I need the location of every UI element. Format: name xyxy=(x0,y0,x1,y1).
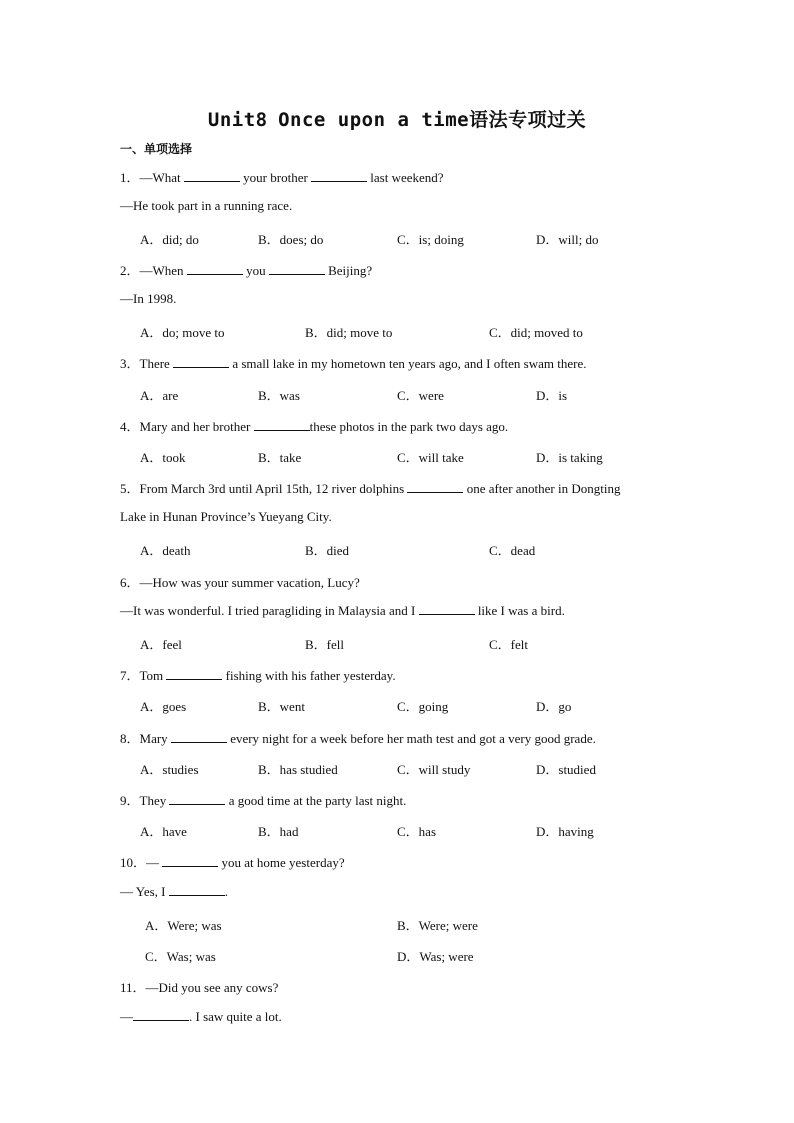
question-text: — xyxy=(146,855,163,870)
question-text: From March 3rd until April 15th, 12 river dolphins xyxy=(139,481,408,496)
question-3 xyxy=(120,353,586,372)
page-title xyxy=(0,105,794,132)
question-text: Beijing? xyxy=(324,263,373,278)
question-number: 3． xyxy=(120,356,140,371)
question-7 xyxy=(120,665,396,684)
option-c[interactable]: C．did; moved to xyxy=(489,325,583,340)
option-b[interactable]: B．was xyxy=(258,388,300,403)
question-number: 1． xyxy=(120,170,140,185)
question-text: — Yes, I xyxy=(120,884,169,899)
question-number: 5． xyxy=(120,481,140,496)
question-number: 2． xyxy=(120,263,140,278)
answer-blank[interactable] xyxy=(169,884,225,896)
option-b[interactable]: B．Were; were xyxy=(397,918,478,933)
question-text: your brother xyxy=(239,170,312,185)
question-text: There xyxy=(139,356,174,371)
question-text: —Did you see any cows? xyxy=(145,980,279,995)
option-d[interactable]: D．will; do xyxy=(536,232,599,247)
answer-blank[interactable] xyxy=(407,481,463,493)
answer-blank[interactable] xyxy=(254,419,310,431)
question-text: Tom xyxy=(139,668,167,683)
title-topic: Once upon a time xyxy=(278,109,470,131)
option-b[interactable]: B．had xyxy=(258,824,299,839)
option-b[interactable]: B．died xyxy=(305,543,350,558)
question-text: —When xyxy=(139,263,187,278)
question-number: 7． xyxy=(120,668,140,683)
option-c[interactable]: C．were xyxy=(397,388,444,403)
answer-blank[interactable] xyxy=(171,731,227,743)
option-c[interactable]: C．going xyxy=(397,699,449,714)
question-text: . xyxy=(224,884,229,899)
answer-blank[interactable] xyxy=(173,356,229,368)
option-d[interactable]: D．go xyxy=(536,699,572,714)
question-1-reply: —He took part in a running race. xyxy=(120,198,293,213)
question-8 xyxy=(120,728,596,747)
question-number: 4． xyxy=(120,419,140,434)
question-text: a good time at the party last night. xyxy=(225,793,407,808)
question-2-reply: —In 1998. xyxy=(120,291,177,306)
question-11 xyxy=(120,977,278,996)
question-4 xyxy=(120,416,508,435)
option-c[interactable]: C．dead xyxy=(489,543,536,558)
question-text: like I was a bird. xyxy=(474,603,565,618)
question-text: a small lake in my hometown ten years ago, and I often swam there. xyxy=(229,356,587,371)
question-text: . I saw quite a lot. xyxy=(189,1009,282,1024)
question-text: fishing with his father yesterday. xyxy=(222,668,396,683)
option-a[interactable]: A．took xyxy=(140,450,186,465)
question-number: 9． xyxy=(120,793,140,808)
question-1 xyxy=(120,167,444,186)
answer-blank[interactable] xyxy=(166,668,222,680)
option-a[interactable]: A．studies xyxy=(140,762,199,777)
question-5 xyxy=(120,478,620,497)
option-c[interactable]: C．is; doing xyxy=(397,232,464,247)
option-d[interactable]: D．is xyxy=(536,388,568,403)
question-5-continued: Lake in Hunan Province’s Yueyang City. xyxy=(120,509,332,524)
option-b[interactable]: B．fell xyxy=(305,637,344,652)
answer-blank[interactable] xyxy=(311,170,367,182)
option-a[interactable]: A．have xyxy=(140,824,187,839)
option-b[interactable]: B．went xyxy=(258,699,305,714)
question-6-reply xyxy=(120,603,565,619)
question-10-reply xyxy=(120,884,228,900)
option-a[interactable]: A．goes xyxy=(140,699,187,714)
answer-blank[interactable] xyxy=(184,170,240,182)
option-c[interactable]: C．Was; was xyxy=(145,949,216,964)
question-number: 6． xyxy=(120,575,140,590)
question-number: 8． xyxy=(120,731,140,746)
question-text: —It was wonderful. I tried paragliding in Malaysia and I xyxy=(120,603,419,618)
question-text: —How was your summer vacation, Lucy? xyxy=(139,575,360,590)
option-d[interactable]: D．studied xyxy=(536,762,596,777)
question-number: 11． xyxy=(120,980,146,995)
question-2 xyxy=(120,260,372,279)
option-b[interactable]: B．did; move to xyxy=(305,325,393,340)
section-heading: 一、单项选择 xyxy=(120,142,193,156)
option-c[interactable]: C．will take xyxy=(397,450,464,465)
question-6 xyxy=(120,572,360,591)
question-text: They xyxy=(139,793,170,808)
question-text: every night for a week before her math test and got a very good grade. xyxy=(226,731,596,746)
option-d[interactable]: D．Was; were xyxy=(397,949,474,964)
question-text: last weekend? xyxy=(367,170,444,185)
question-text: Mary xyxy=(139,731,171,746)
question-text: one after another in Dongting xyxy=(463,481,621,496)
question-11-reply xyxy=(120,1009,282,1025)
answer-blank[interactable] xyxy=(133,1009,189,1021)
question-text: —What xyxy=(139,170,184,185)
option-c[interactable]: C．will study xyxy=(397,762,471,777)
question-text: you xyxy=(242,263,269,278)
title-unit: Unit8 xyxy=(207,109,268,131)
question-text: — xyxy=(120,1009,133,1024)
answer-blank[interactable] xyxy=(419,603,475,615)
question-text: these photos in the park two days ago. xyxy=(309,419,509,434)
question-10 xyxy=(120,852,345,871)
option-c[interactable]: C．has xyxy=(397,824,437,839)
option-b[interactable]: B．does; do xyxy=(258,232,324,247)
option-b[interactable]: B．take xyxy=(258,450,302,465)
option-c[interactable]: C．felt xyxy=(489,637,528,652)
option-a[interactable]: A．feel xyxy=(140,637,182,652)
option-a[interactable]: A．death xyxy=(140,543,191,558)
option-a[interactable]: A．did; do xyxy=(140,232,199,247)
option-a[interactable]: A．are xyxy=(140,388,179,403)
title-suffix: 语法专项过关 xyxy=(469,109,587,131)
option-d[interactable]: D．having xyxy=(536,824,594,839)
question-text: you at home yesterday? xyxy=(218,855,345,870)
question-text: Mary and her brother xyxy=(139,419,254,434)
question-number: 10． xyxy=(120,855,147,870)
answer-blank[interactable] xyxy=(169,793,225,805)
option-d[interactable]: D．is taking xyxy=(536,450,603,465)
answer-blank[interactable] xyxy=(187,263,243,275)
question-9 xyxy=(120,790,406,809)
option-a[interactable]: A．Were; was xyxy=(145,918,222,933)
answer-blank[interactable] xyxy=(162,855,218,867)
option-b[interactable]: B．has studied xyxy=(258,762,338,777)
option-a[interactable]: A．do; move to xyxy=(140,325,225,340)
answer-blank[interactable] xyxy=(269,263,325,275)
